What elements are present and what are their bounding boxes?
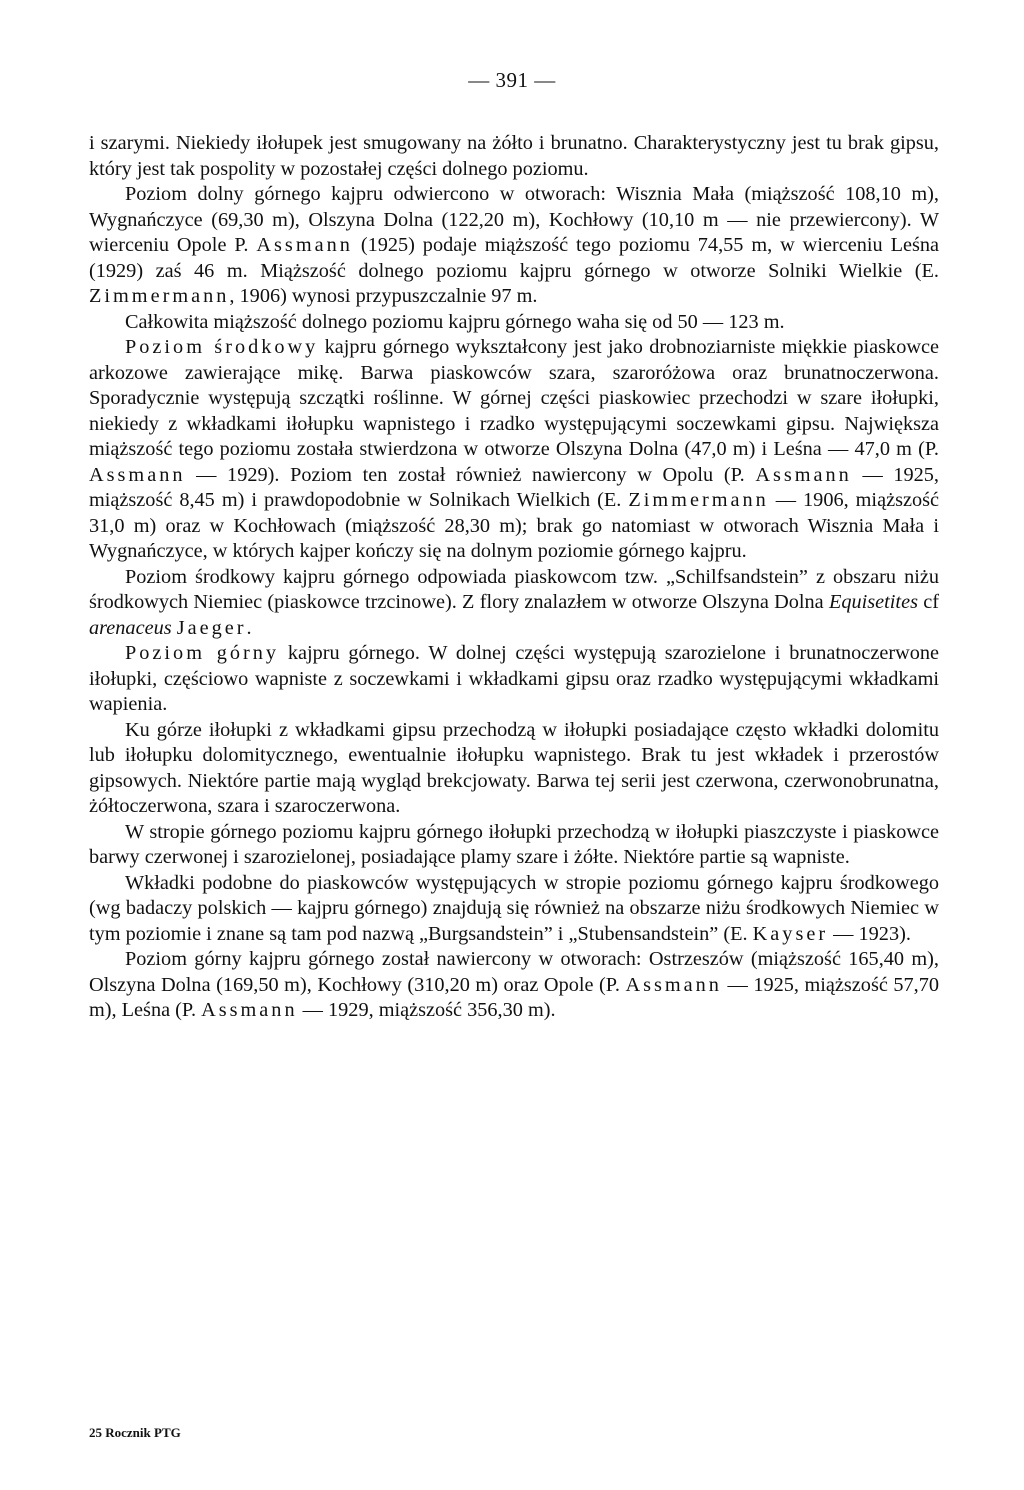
italic-taxon: arenaceus bbox=[89, 616, 172, 639]
spaced-text: Assmann bbox=[755, 463, 852, 486]
spaced-text: Assmann bbox=[625, 973, 722, 996]
text-run: (1925) podaje miąższość tego poziomu 74,55 m, w wierceniu Leśna (1929) zaś 46 m. Miąższość dolnego poziomu kajpru górnego w otworze Solniki Wielkie (E. bbox=[89, 234, 939, 282]
body-text bbox=[89, 131, 939, 1024]
paragraph bbox=[89, 820, 939, 871]
spaced-text: Poziom środkowy bbox=[125, 336, 319, 358]
paragraph bbox=[89, 871, 939, 948]
text-run: kajpru górnego wykształcony jest jako drobnoziarniste miękkie piaskowce arkozowe zawierające mikę. Barwa piaskowców szara, szaroróżowa oraz brunatnoczerwona. Sporadycznie występują szczątki roślinne. W górnej części piaskowiec przechodzi w szare iłołupki, niekiedy z wkładkami iłołupku wapnistego i rzadko występującymi soczewkami gipsu. Największa miąższość tego poziomu została stwierdzona w otworze Olszyna Dolna (47,0 m) i Leśna — 47,0 m (P. bbox=[89, 336, 939, 460]
text-run: — 1929, miąższość 356,30 m). bbox=[297, 999, 556, 1021]
spaced-text: Kayser bbox=[752, 922, 829, 945]
spaced-text: Poziom górny bbox=[125, 642, 280, 664]
text-run: Całkowita miąższość dolnego poziomu kajpru górnego waha się od 50 — 123 m. bbox=[125, 310, 785, 333]
text-run: cf bbox=[917, 591, 939, 613]
text-run: i szarymi. Niekiedy iłołupek jest smugowany na żółto i brunatno. Charakterystyczny jest tu brak gipsu, który jest tak pospolity w pozostałej części dolnego poziomu. bbox=[89, 132, 939, 180]
text-run: . bbox=[246, 616, 252, 639]
spaced-text: Assmann bbox=[256, 234, 353, 256]
spaced-text: Assmann bbox=[89, 463, 186, 486]
text-run: W stropie górnego poziomu kajpru górnego iłołupki przechodzą w iłołupki piaszczyste i piaskowce barwy czerwonej i szarozielonej, posiadające plamy szare i żółte. Niektóre partie są wapniste. bbox=[89, 820, 939, 868]
spaced-text: Jaeger bbox=[176, 616, 247, 639]
spaced-text: Zimmermann bbox=[89, 285, 230, 307]
paragraph bbox=[89, 947, 939, 1024]
paragraph bbox=[89, 565, 939, 642]
italic-taxon: Equisetites bbox=[828, 591, 918, 613]
paragraph bbox=[89, 641, 939, 718]
spaced-text: Assmann bbox=[201, 999, 298, 1021]
text-run: — 1929). Poziom ten został również nawiercony w Opolu (P. bbox=[185, 463, 756, 486]
footer-signature: 25 Rocznik PTG bbox=[89, 1425, 181, 1440]
text-run: Poziom dolny górnego kajpru odwiercono w otworach: Wisznia Mała (miąższość 108,10 m), Wygnańczyce (69,30 m), Olszyna Dolna (122,20 m), Kochłowy (10,10 m — nie przewiercony). W wierceniu Opole P. bbox=[89, 183, 939, 256]
text-run: — 1923). bbox=[828, 922, 911, 945]
paragraph bbox=[89, 718, 939, 820]
text-run: Ku górze iłołupki z wkładkami gipsu przechodzą w iłołupki posiadające często wkładki dolomitu lub iłołupku dolomitycznego, ewentualnie iłołupku wapnistego. Brak tu jest wkładek i przerostów gipsowych. Niektóre partie mają wygląd brekcjowaty. Barwa tej serii jest czerwona, czerwonobrunatna, żółtoczerwona, szara i szaroczerwona. bbox=[89, 718, 939, 817]
text-run: — 1906, miąższość 31,0 m) oraz w Kochłowach (miąższość 28,30 m); brak go natomiast w otworach Wisznia Mała i Wygnańczyce, w których kajper kończy się na dolnym poziomie górnego kajpru. bbox=[89, 489, 939, 562]
paragraph bbox=[89, 131, 939, 182]
text-run: — 1925, miąższość 8,45 m) i prawdopodobnie w Solnikach Wielkich (E. bbox=[89, 463, 939, 511]
text-run: — 1925, miąższość 57,70 m), Leśna (P. bbox=[89, 973, 940, 1021]
text-run: Poziom środkowy kajpru górnego odpowiada piaskowcom tzw. „Schilfsandstein” z obszaru niżu środkowych Niemiec (piaskowce trzcinowe). Z flory znalazłem w otworze Olszyna Dolna bbox=[89, 565, 939, 613]
page-number: — 391 — bbox=[468, 68, 556, 92]
paragraph bbox=[89, 182, 939, 310]
text-run: , 1906) wynosi przypuszczalnie 97 m. bbox=[229, 285, 538, 307]
paragraph bbox=[89, 310, 939, 336]
text-run: Wkładki podobne do piaskowców występujących w stropie poziomu górnego kajpru środkowego (wg badaczy polskich — kajpru górnego) znajdują się również na obszarze niżu środkowych Niemiec w tym poziomie i znane są tam pod nazwą „Burgsandstein” i „Stubensandstein” (E. bbox=[89, 871, 939, 945]
paragraph bbox=[89, 335, 939, 565]
spaced-text: Zimmermann bbox=[628, 489, 769, 511]
text-run: kajpru górnego. W dolnej części występują szarozielone i brunatnoczerwone iłołupki, częściowo wapniste z soczewkami i wkładkami gipsu oraz rzadko występującymi wkładkami wapienia. bbox=[89, 642, 939, 715]
text-run: Poziom górny kajpru górnego został nawiercony w otworach: Ostrzeszów (miąższość 165,40 m), Olszyna Dolna (169,50 m), Kochłowy (310,20 m) oraz Opole (P. bbox=[89, 948, 939, 996]
